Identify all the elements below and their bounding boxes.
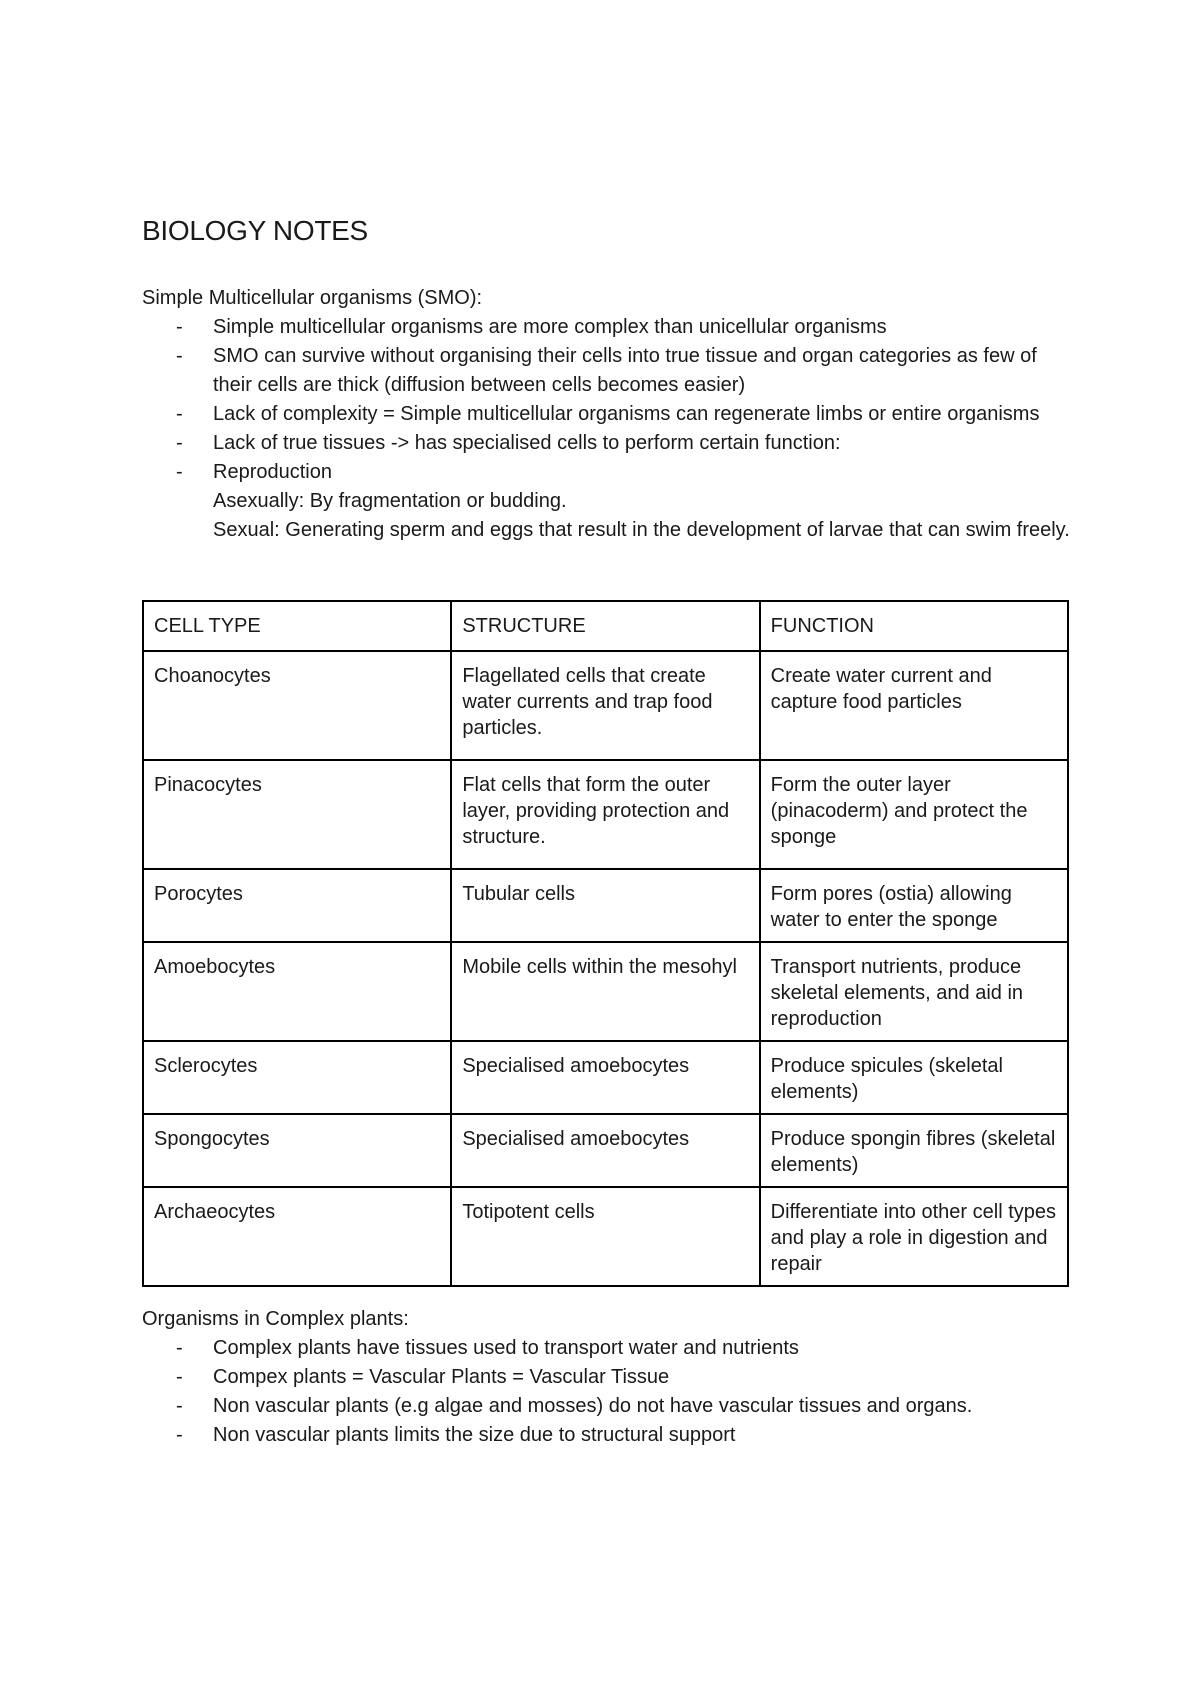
list-item-reproduction	[142, 458, 1072, 545]
table-row	[143, 1041, 1068, 1114]
table-row	[143, 869, 1068, 942]
table-cell: Form pores (ostia) allowing water to enter the sponge	[760, 869, 1068, 942]
table-cell: Choanocytes	[143, 651, 451, 760]
reproduction-asexual: Asexually: By fragmentation or budding.	[213, 490, 567, 512]
table-cell: Transport nutrients, produce skeletal elements, and aid in reproduction	[760, 942, 1068, 1041]
table-cell: Specialised amoebocytes	[451, 1114, 759, 1187]
complex-plants-list	[142, 1334, 1072, 1450]
table-cell: Flat cells that form the outer layer, providing protection and structure.	[451, 760, 759, 869]
smo-section	[142, 284, 1072, 545]
table-cell: Create water current and capture food particles	[760, 651, 1068, 760]
table-row	[143, 651, 1068, 760]
list-item: - Simple multicellular organisms are more complex than unicellular organisms	[142, 313, 1072, 342]
complex-plants-section	[142, 1305, 1072, 1450]
list-item: - SMO can survive without organising their cells into true tissue and organ categories as few of their cells are thick (diffusion between cells becomes easier)	[142, 342, 1072, 400]
list-item: - Lack of true tissues -> has specialised cells to perform certain function:	[142, 429, 1072, 458]
cell-type-table	[142, 600, 1069, 1287]
table-cell: Produce spongin fibres (skeletal elements)	[760, 1114, 1068, 1187]
table-header-row	[143, 601, 1068, 651]
table-cell: Differentiate into other cell types and play a role in digestion and repair	[760, 1187, 1068, 1286]
table-cell: Sclerocytes	[143, 1041, 451, 1114]
table-cell: Mobile cells within the mesohyl	[451, 942, 759, 1041]
list-item: - Non vascular plants limits the size due to structural support	[142, 1421, 1072, 1450]
table-cell: Produce spicules (skeletal elements)	[760, 1041, 1068, 1114]
table-cell: Form the outer layer (pinacoderm) and protect the sponge	[760, 760, 1068, 869]
table-cell: Spongocytes	[143, 1114, 451, 1187]
list-item: - Complex plants have tissues used to transport water and nutrients	[142, 1334, 1072, 1363]
table-cell: Porocytes	[143, 869, 451, 942]
table-row	[143, 760, 1068, 869]
smo-list	[142, 313, 1072, 545]
page-title: BIOLOGY NOTES	[142, 215, 368, 246]
column-header-cell-type: CELL TYPE	[143, 601, 451, 651]
table-cell: Amoebocytes	[143, 942, 451, 1041]
table-row	[143, 942, 1068, 1041]
column-header-structure: STRUCTURE	[451, 601, 759, 651]
list-item: - Non vascular plants (e.g algae and mosses) do not have vascular tissues and organs.	[142, 1392, 1072, 1421]
table-cell: Specialised amoebocytes	[451, 1041, 759, 1114]
table-cell: Flagellated cells that create water currents and trap food particles.	[451, 651, 759, 760]
table-cell: Archaeocytes	[143, 1187, 451, 1286]
complex-plants-heading: Organisms in Complex plants:	[142, 1308, 409, 1330]
table-cell: Totipotent cells	[451, 1187, 759, 1286]
table-row	[143, 1114, 1068, 1187]
reproduction-sexual: Sexual: Generating sperm and eggs that result in the development of larvae that can swim freely.	[213, 519, 1070, 541]
column-header-function: FUNCTION	[760, 601, 1068, 651]
table-cell: Pinacocytes	[143, 760, 451, 869]
smo-heading: Simple Multicellular organisms (SMO):	[142, 287, 483, 309]
list-item: - Lack of complexity = Simple multicellular organisms can regenerate limbs or entire organisms	[142, 400, 1072, 429]
reproduction-label: - Reproduction	[213, 461, 332, 483]
table-row	[143, 1187, 1068, 1286]
list-item: - Compex plants = Vascular Plants = Vascular Tissue	[142, 1363, 1072, 1392]
table-cell: Tubular cells	[451, 869, 759, 942]
